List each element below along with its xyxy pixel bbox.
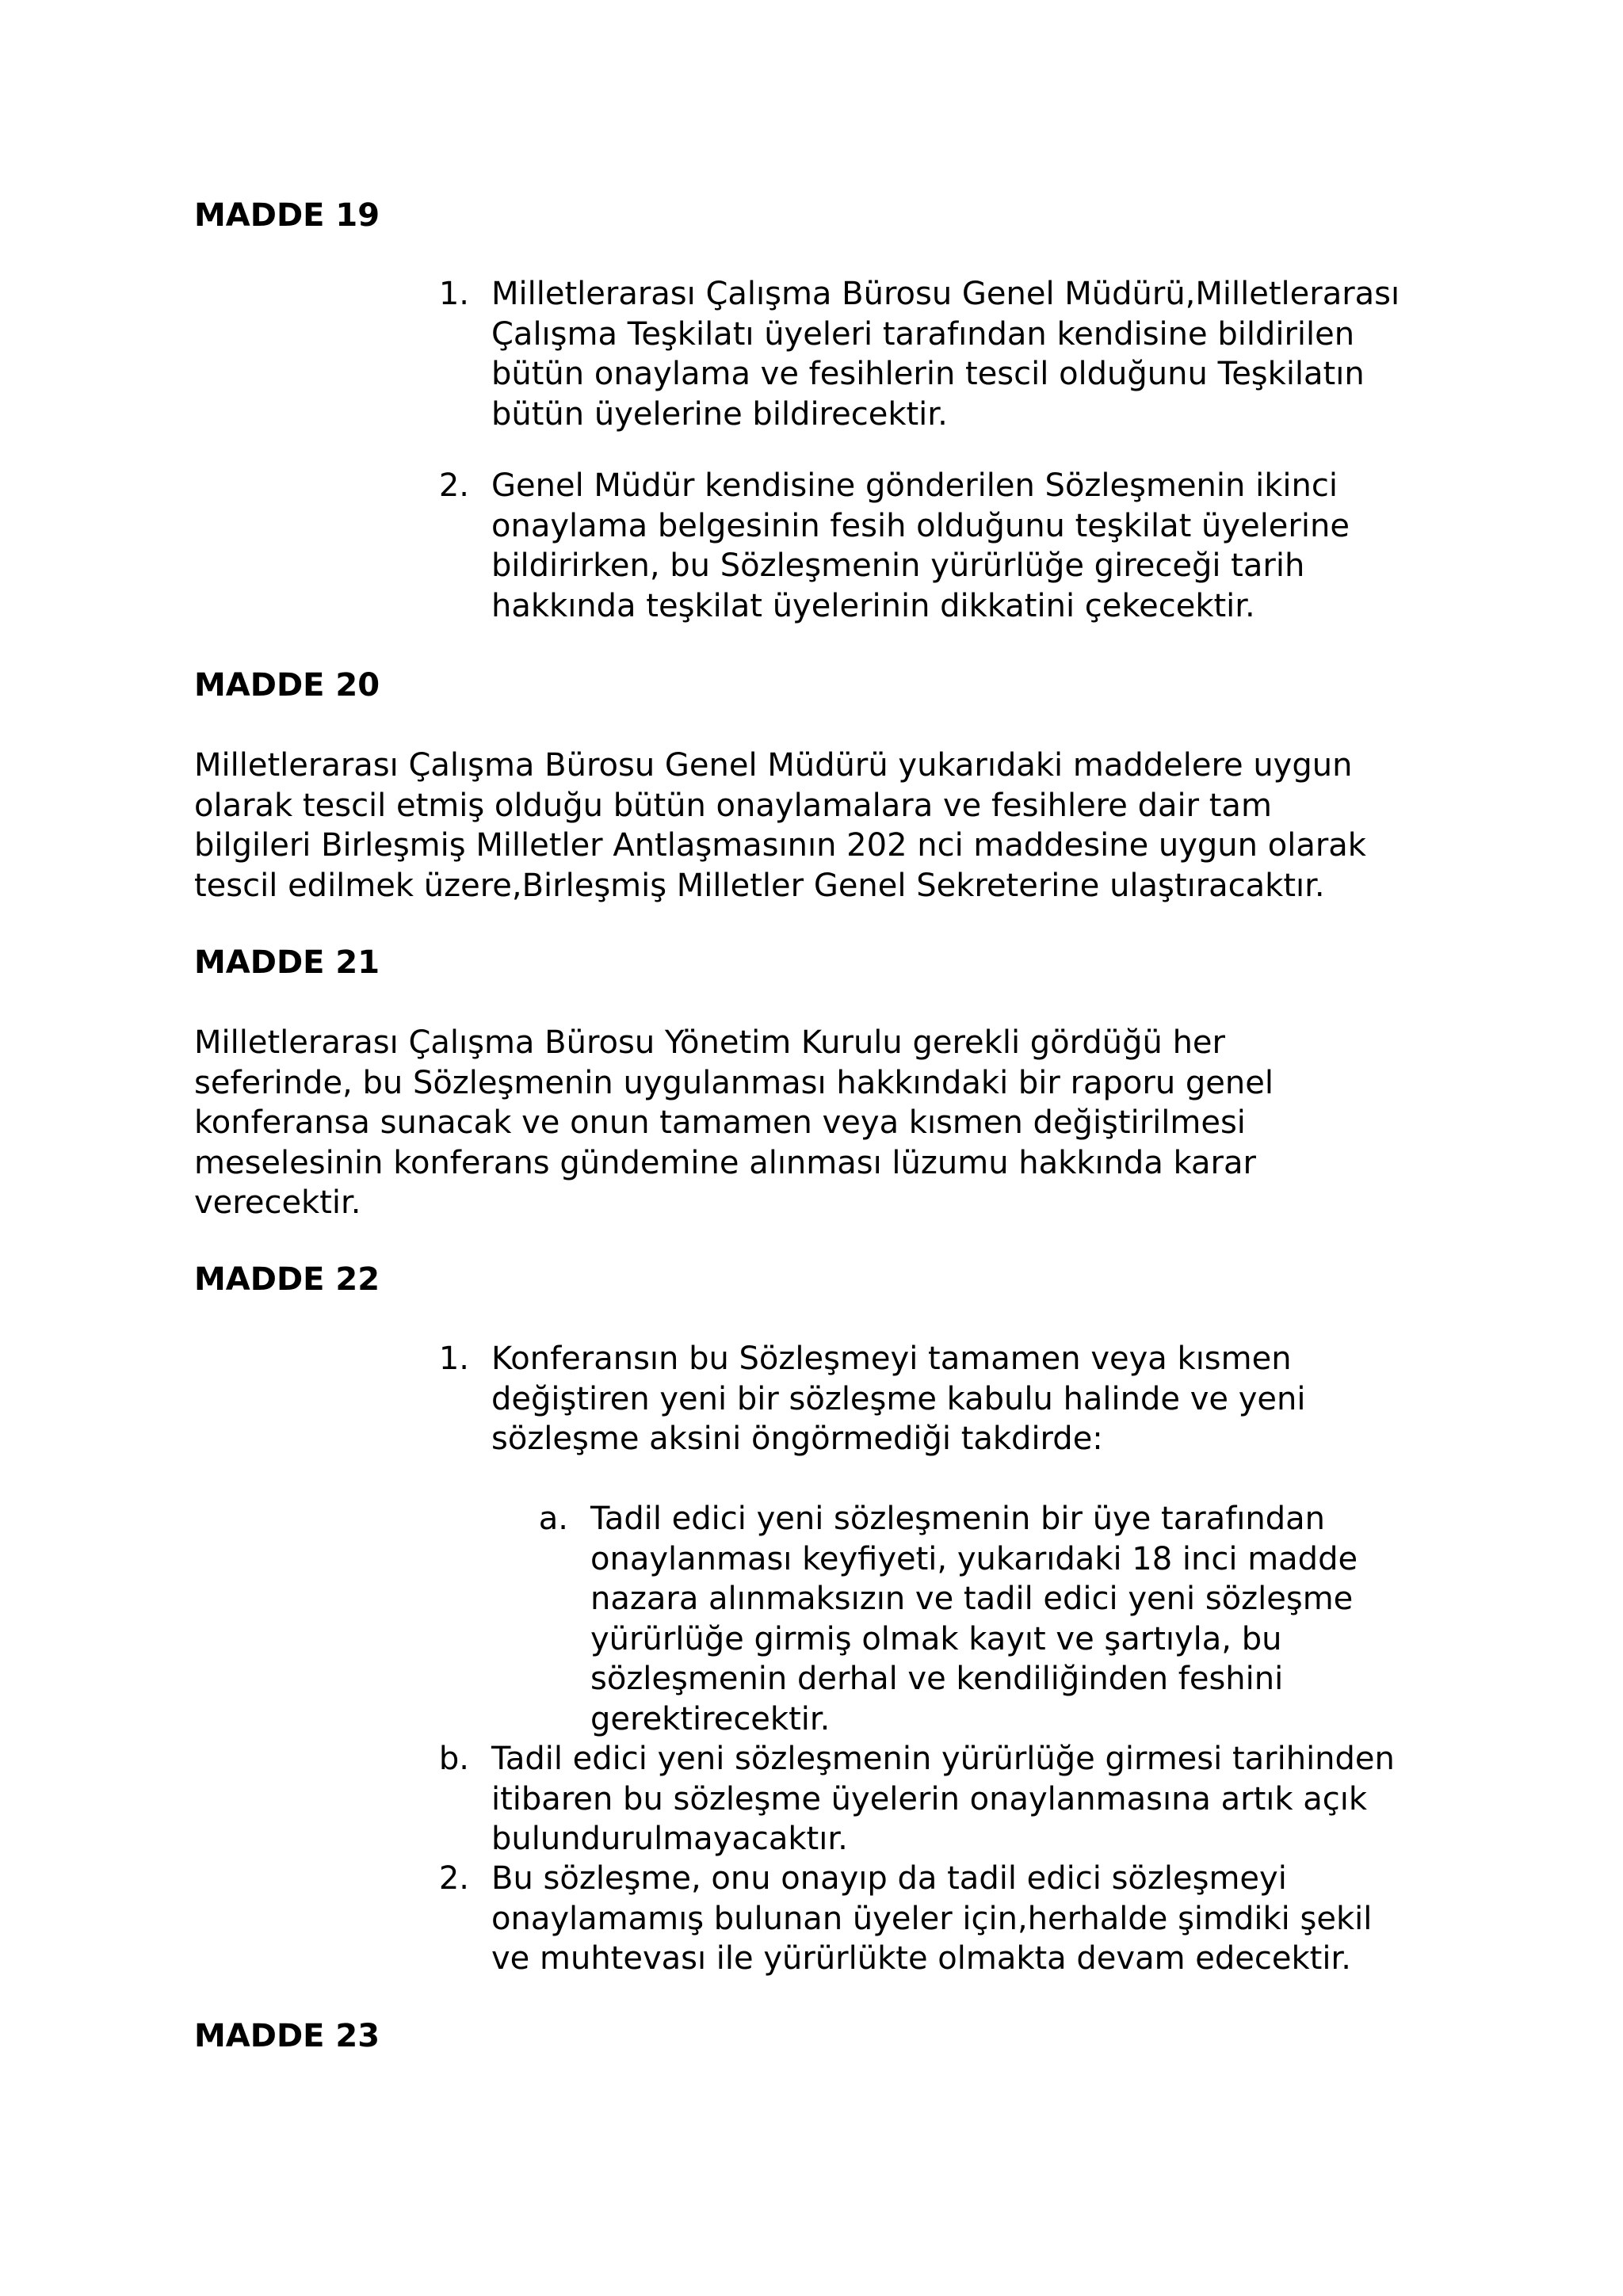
list-marker: 2. <box>438 467 469 504</box>
text-line: yürürlüğe girmiş olmak kayıt ve şartıyla, bu <box>590 1620 1282 1657</box>
text-line: verecektir. <box>194 1184 361 1221</box>
article-20-paragraph <box>194 746 1478 906</box>
text-line: onaylanması keyfiyeti, yukarıdaki 18 inci madde <box>590 1540 1358 1577</box>
list-item-text <box>491 1739 1395 1859</box>
text-line: Milletlerarası Çalışma Bürosu Genel Müdürü,Milletlerarası <box>491 276 1400 312</box>
article-21-paragraph <box>194 1023 1478 1223</box>
text-line: bütün üyelerine bildirecektir. <box>491 395 948 433</box>
article-21-heading: MADDE 21 <box>194 944 380 981</box>
text-line: itibaren bu sözleşme üyelerin onaylanmasına artık açık <box>491 1780 1368 1817</box>
text-line: bildirirken, bu Sözleşmenin yürürlüğe gireceği tarih <box>491 547 1305 584</box>
article-23-heading: MADDE 23 <box>194 2018 380 2054</box>
text-line: Genel Müdür kendisine gönderilen Sözleşmenin ikinci <box>491 467 1338 504</box>
text-line: olarak tescil etmiş olduğu bütün onaylamalara ve fesihlere dair tam <box>194 787 1272 824</box>
text-line: ve muhtevası ile yürürlükte olmakta devam edecektir. <box>491 1940 1351 1977</box>
text-line: sözleşme aksini öngörmediği takdirde: <box>491 1421 1103 1457</box>
text-line: bulundurulmayacaktır. <box>491 1821 848 1857</box>
text-line: bütün onaylama ve fesihlerin tescil olduğunu Teşkilatın <box>491 356 1365 392</box>
list-marker: 1. <box>438 276 469 312</box>
list-item-text <box>491 1339 1305 1459</box>
text-line: değiştiren yeni bir sözleşme kabulu halinde ve yeni <box>491 1380 1306 1417</box>
list-item-text <box>491 1859 1372 1979</box>
text-line: bilgileri Birleşmiş Milletler Antlaşmasının 202 nci maddesine uygun olarak <box>194 827 1366 864</box>
text-line: Bu sözleşme, onu onayıp da tadil edici sözleşmeyi <box>491 1860 1287 1897</box>
list-marker: a. <box>538 1501 568 1537</box>
list-marker: 1. <box>438 1341 469 1377</box>
text-line: Çalışma Teşkilatı üyeleri tarafından kendisine bildirilen <box>491 315 1355 353</box>
text-line: onaylama belgesinin fesih olduğunu teşkilat üyelerine <box>491 507 1350 544</box>
text-line: hakkında teşkilat üyelerinin dikkatini çekecektir. <box>491 587 1255 624</box>
text-line: tescil edilmek üzere,Birleşmiş Milletler Genel Sekreterine ulaştıracaktır. <box>194 867 1325 904</box>
text-line: Tadil edici yeni sözleşmenin bir üye tarafından <box>590 1501 1325 1537</box>
article-20-heading: MADDE 20 <box>194 667 380 704</box>
list-item-text <box>491 466 1350 626</box>
text-line: meselesinin konferans gündemine alınması lüzumu hakkında karar <box>194 1144 1256 1181</box>
text-line: nazara alınmaksızın ve tadil edici yeni sözleşme <box>590 1581 1354 1617</box>
text-line: Milletlerarası Çalışma Bürosu Yönetim Kurulu gerekli gördüğü her <box>194 1024 1225 1061</box>
text-line: seferinde, bu Sözleşmenin uygulanması hakkındaki bir raporu genel <box>194 1064 1274 1101</box>
text-line: onaylamamış bulunan üyeler için,herhalde şimdiki şekil <box>491 1900 1373 1937</box>
article-19-heading: MADDE 19 <box>194 197 380 234</box>
list-item-text <box>590 1499 1358 1739</box>
text-line: Tadil edici yeni sözleşmenin yürürlüğe girmesi tarihinden <box>491 1741 1395 1777</box>
list-marker: 2. <box>438 1860 469 1897</box>
text-line: gerektirecektir. <box>590 1700 831 1737</box>
list-marker: b. <box>438 1741 469 1777</box>
text-line: Milletlerarası Çalışma Bürosu Genel Müdürü yukarıdaki maddelere uygun <box>194 747 1353 784</box>
article-22-heading: MADDE 22 <box>194 1261 380 1298</box>
text-line: sözleşmenin derhal ve kendiliğinden feshini <box>590 1661 1284 1697</box>
list-item-text <box>491 274 1400 434</box>
text-line: Konferansın bu Sözleşmeyi tamamen veya kısmen <box>491 1341 1292 1377</box>
text-line: konferansa sunacak ve onun tamamen veya kısmen değiştirilmesi <box>194 1104 1246 1141</box>
